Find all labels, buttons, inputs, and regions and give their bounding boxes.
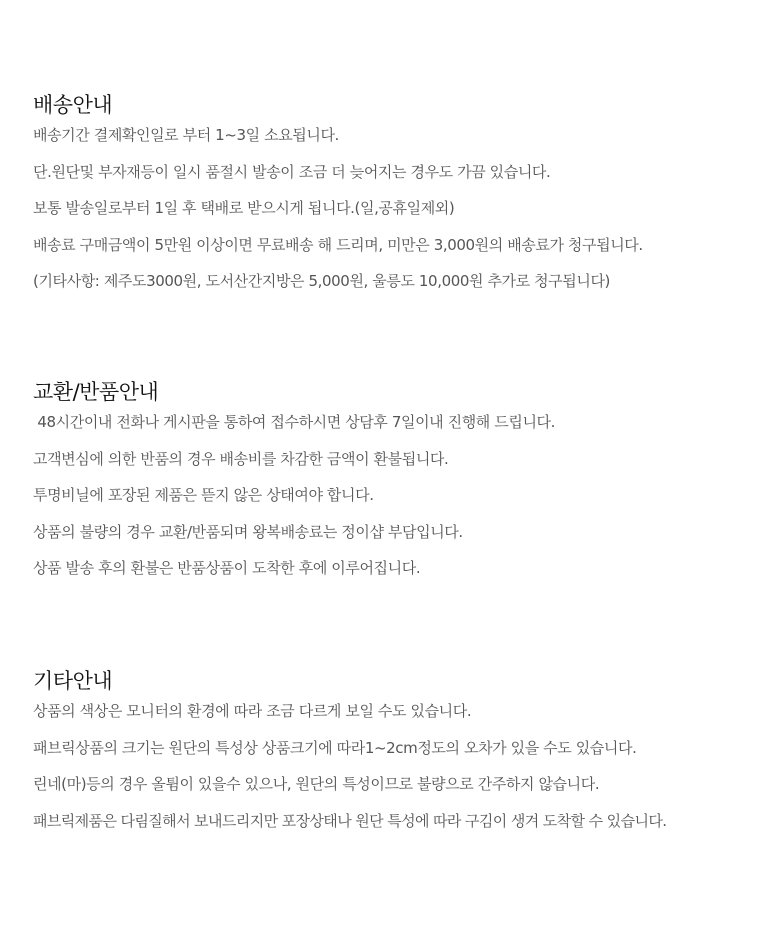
exchange-line-4: 상품의 불량의 경우 교환/반품되며 왕복배송료는 정이샵 부담입니다. <box>33 522 463 541</box>
shipping-line-2: 단.원단및 부자재등이 일시 품절시 발송이 조금 더 늦어지는 경우도 가끔 있습니다. <box>33 162 551 181</box>
exchange-line-1: 48시간이내 전화나 게시판을 통하여 접수하시면 상담후 7일이내 진행해 드립니다. <box>33 413 555 431</box>
other-line-3: 린네(마)등의 경우 올튐이 있을수 있으나, 원단의 특성이므로 불량으로 간주하지 않습니다. <box>33 775 600 793</box>
exchange-return-lines <box>33 412 773 595</box>
shipping-line-3: 보통 발송일로부터 1일 후 택배로 받으시게 됩니다.(일,공휴일제외) <box>33 199 455 217</box>
shipping-line-4: 배송료 구매금액이 5만원 이상이면 무료배송 해 드리며, 미만은 3,000원의 배송료가 청구됩니다. <box>33 235 643 254</box>
exchange-line-3: 투명비닐에 포장된 제품은 뜯지 않은 상태여야 합니다. <box>33 486 374 504</box>
other-line-2: 패브릭상품의 크기는 원단의 특성상 상품크기에 따라1~2cm정도의 오차가 있을 수도 있습니다. <box>33 738 637 757</box>
shipping-line-5: (기타사항: 제주도3000원, 도서산간지방은 5,000원, 울릉도 10,000원 추가로 청구됩니다) <box>33 272 610 290</box>
other-line-4: 패브릭제품은 다림질해서 보내드리지만 포장상태나 원단 특성에 따라 구김이 생겨 도착할 수 있습니다. <box>33 811 667 830</box>
exchange-line-5: 상품 발송 후의 환불은 반품상품이 도착한 후에 이루어집니다. <box>33 559 421 577</box>
other-line-1: 상품의 색상은 모니터의 환경에 따라 조금 다르게 보일 수도 있습니다. <box>33 702 472 720</box>
exchange-line-2: 고객변심에 의한 반품의 경우 배송비를 차감한 금액이 환불됩니다. <box>33 449 449 468</box>
other-info-lines <box>33 701 773 847</box>
other-info-title: 기타안내 <box>33 669 113 693</box>
shipping-info-title: 배송안내 <box>33 93 113 117</box>
exchange-return-section <box>33 377 773 595</box>
shipping-line-1: 배송기간 결제확인일로 부터 1~3일 소요됩니다. <box>33 126 339 144</box>
shipping-info-section <box>33 90 773 308</box>
shipping-info-lines <box>33 125 773 308</box>
other-info-section <box>33 666 773 847</box>
exchange-return-title: 교환/반품안내 <box>33 380 159 404</box>
